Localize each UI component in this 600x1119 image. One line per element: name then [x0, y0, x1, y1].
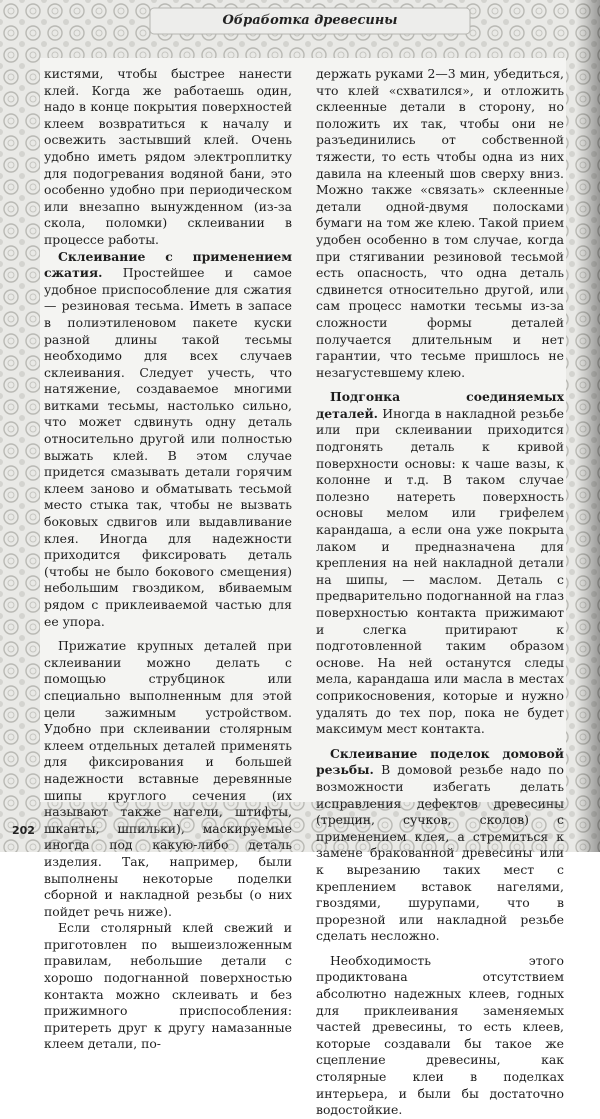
paragraph-with-heading — [316, 746, 564, 945]
paragraph-with-heading — [44, 249, 292, 631]
paragraph: Если столярный клей свежий и приготовлен по вышеизложенным правилам, небольшие детали с хорошо подогнанной поверхностью контакта можно склеивать и без прижимного приспособления: притереть друг к другу намазанные клеем детали, по- — [44, 920, 292, 1052]
right-column — [316, 66, 564, 1119]
paragraph-body: Простейшее и самое удобное приспособление для сжатия — резиновая тесьма. Иметь в запасе в полиэтиленовом пакете куски разной длины такой тесьмы необходимо для всех случаев склеивания. Следует учесть, что натяжение, создаваемое многими витками тесьмы, настолько сильно, что может сдвинуть одну деталь относительно другой или полностью выжать клей. В этом случае придется смазывать детали горячим клеем заново и обматывать тесьмой место стыка так, чтобы не вызвать боковых сдвигов или выдавливание клея. Иногда для надежности приходится фиксировать деталь (чтобы не было бокового смещения) небольшим гвоздиком, вбиваемым рядом с приклеиваемой частью для ее упора. — [44, 265, 292, 629]
section-heading: Склеивание с применением сжатия. — [44, 248, 292, 281]
page-edge-shadow — [576, 0, 600, 852]
paragraph: держать руками 2—3 мин, убедиться, что клей «схватился», и отложить склеенные детали в сторону, но положить их так, чтобы они не разъединились от собственной тяжести, то есть чтобы одна из них давила на клееный шов сверху вниз. Можно также «связать» склеенные детали одной-двумя полосками бумаги на том же клею. Такой прием удобен особенно в том случае, когда при стягивании резиновой тесьмой есть опасность, что одна деталь сдвинется относительно другой, или сам процесс намотки тесьмы из-за сложности формы деталей получается длительным и нет гарантии, что тесьме пришлось не незагустевшему клею. — [316, 66, 564, 380]
section-heading: Подгонка соединяемых деталей. — [316, 389, 564, 421]
section-heading: Склеивание поделок домовой резьбы. — [316, 745, 564, 778]
left-column — [44, 66, 292, 1053]
paragraph: Необходимость этого продиктована отсутствием абсолютно надежных клеев, годных для приклеивания заменяемых частей древесины, то есть клеев, которые создавали бы такое же сцепление древесины, как столярные клеи в поделках интерьера, и были бы достаточно водостойкие. — [316, 952, 564, 1118]
paragraph: кистями, чтобы быстрее нанести клей. Когда же работаешь один, надо в конце покрытия поверхностей клеем возвратиться к началу и освежить застывший клей. Очень удобно иметь рядом электроплитку для подогревания водяной бани, это особенно удобно при периодическом или внезапно вынужденном (из-за скола, поломки) склеивании в процессе работы. — [44, 66, 292, 247]
page-number: 202 — [12, 824, 35, 837]
paragraph-body: Иногда в накладной резьбе или при склеивании приходится подгонять деталь к кривой поверхности основы: к чаше вазы, к колонне и т.д. В таком случае полезно натереть поверхность основы мелом или грифелем карандаша, а если она уже покрыта лаком и предназначена для крепления на ней накладной детали на шипы, — маслом. Деталь с предварительно подогнанной на глаз поверхностью контакта прижимают и слегка притирают к подготовленной таким образом основе. На ней останутся следы мела, карандаша или масла в местах соприкосновения, которые и нужно удалять до тех пор, пока не будет максимум мест контакта. — [316, 405, 564, 737]
paragraph: Прижатие крупных деталей при склеивании можно делать с помощью струбцинок или специально выполненным для этой цели зажимным устройством. Удобно при склеивании столярным клеем отдельных деталей применять для фиксирования и большей надежности вставные деревянные шипы круглого сечения (их называют также нагели, штифты, шканты, шпильки), маскируемые иногда под какую-либо деталь изделия. Так, например, были выполнены некоторые поделки сборной и накладной резьбы (о них пойдет речь ниже). — [44, 638, 292, 919]
paragraph-body: В домовой резьбе надо по возможности избегать делать исправления дефектов древесины (трещин, сучков, сколов) с применением клея, а стремиться к замене бракованной древесины или к вырезанию таких мест с креплением вставок нагелями, гвоздями, шурупами, что в прорезной или накладной резьбе сделать несложно. — [316, 762, 564, 944]
paragraph-with-heading — [316, 389, 564, 737]
running-header: Обработка древесины — [222, 13, 398, 28]
